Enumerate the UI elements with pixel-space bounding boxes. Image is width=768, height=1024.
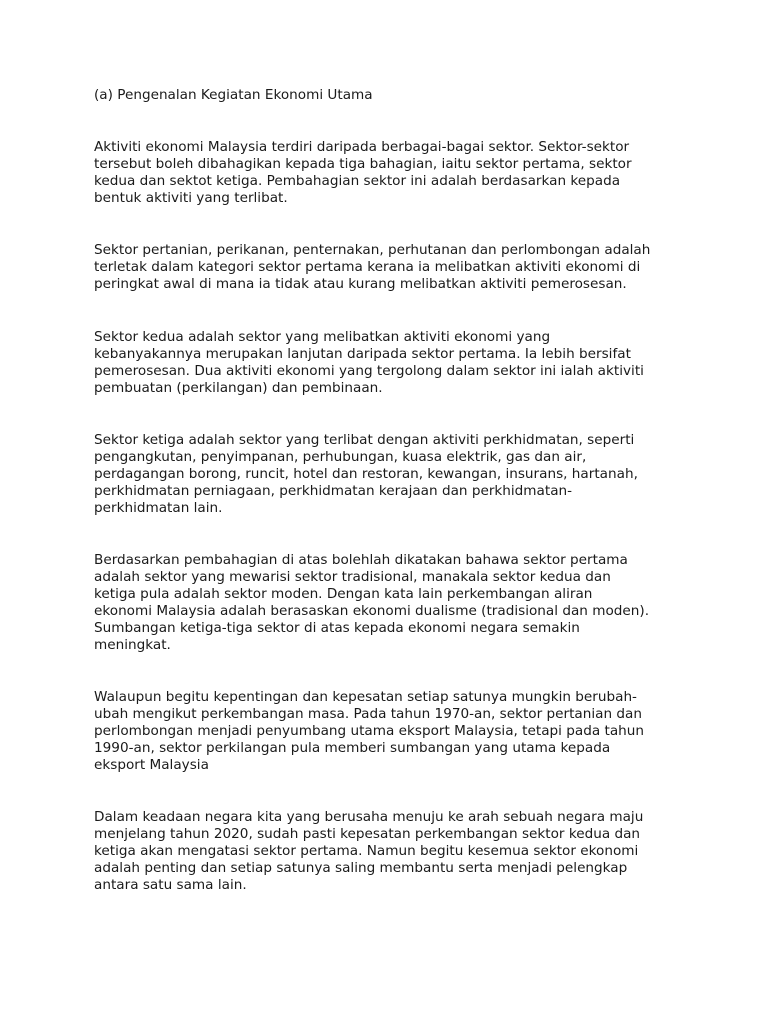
paragraph-line: pemerosesan. Dua aktiviti ekonomi yang tergolong dalam sektor ini ialah aktiviti <box>94 363 644 379</box>
paragraph-line: menjelang tahun 2020, sudah pasti kepesatan perkembangan sektor kedua dan <box>94 826 641 842</box>
paragraph-line: pengangkutan, penyimpanan, perhubungan, kuasa elektrik, gas dan air, <box>94 449 587 465</box>
paragraph-line: Walaupun begitu kepentingan dan kepesatan setiap satunya mungkin berubah- <box>94 689 637 705</box>
paragraph-line: ekonomi Malaysia adalah berasaskan ekonomi dualisme (tradisional dan moden). <box>94 603 650 619</box>
paragraph-line: peringkat awal di mana ia tidak atau kurang melibatkan aktiviti pemerosesan. <box>94 276 627 292</box>
paragraph-line: kedua dan sektot ketiga. Pembahagian sektor ini adalah berdasarkan kepada <box>94 173 621 189</box>
paragraph-line: ketiga akan mengatasi sektor pertama. Namun begitu kesemua sektor ekonomi <box>94 843 639 859</box>
paragraph-line: Dalam keadaan negara kita yang berusaha menuju ke arah sebuah negara maju <box>94 809 644 825</box>
paragraph-line: terletak dalam kategori sektor pertama kerana ia melibatkan aktiviti ekonomi di <box>94 259 641 275</box>
paragraph-line: meningkat. <box>94 637 171 653</box>
paragraph-line: perkhidmatan lain. <box>94 500 223 516</box>
paragraph-line: ketiga pula adalah sektor moden. Dengan kata lain perkembangan aliran <box>94 586 593 602</box>
paragraph-line: perkhidmatan perniagaan, perkhidmatan kerajaan dan perkhidmatan- <box>94 483 573 499</box>
paragraph-line: adalah sektor yang mewarisi sektor tradisional, manakala sektor kedua dan <box>94 569 611 585</box>
paragraph-line: 1990-an, sektor perkilangan pula memberi sumbangan yang utama kepada <box>94 740 611 756</box>
paragraph-line: perlombongan menjadi penyumbang utama eksport Malaysia, tetapi pada tahun <box>94 723 645 739</box>
paragraph-line: tersebut boleh dibahagikan kepada tiga bahagian, iaitu sektor pertama, sektor <box>94 156 632 172</box>
paragraph-line: Sumbangan ketiga-tiga sektor di atas kepada ekonomi negara semakin <box>94 620 580 636</box>
paragraph-line: Sektor ketiga adalah sektor yang terlibat dengan aktiviti perkhidmatan, seperti <box>94 432 635 448</box>
paragraph-line: Sektor pertanian, perikanan, penternakan, perhutanan dan perlombongan adalah <box>94 242 651 258</box>
paragraph-line: ubah mengikut perkembangan masa. Pada tahun 1970-an, sektor pertanian dan <box>94 706 642 722</box>
paragraph-line: eksport Malaysia <box>94 757 209 773</box>
paragraph-line: adalah penting dan setiap satunya saling membantu serta menjadi pelengkap <box>94 860 628 876</box>
paragraph-line: antara satu sama lain. <box>94 877 247 893</box>
paragraph-line: Sektor kedua adalah sektor yang melibatkan aktiviti ekonomi yang <box>94 329 551 345</box>
paragraph-line: kebanyakannya merupakan lanjutan daripada sektor pertama. Ia lebih bersifat <box>94 346 631 362</box>
paragraph-line: perdagangan borong, runcit, hotel dan restoran, kewangan, insurans, hartanah, <box>94 466 638 482</box>
paragraph-line: Berdasarkan pembahagian di atas bolehlah dikatakan bahawa sektor pertama <box>94 552 628 568</box>
document-heading: (a) Pengenalan Kegiatan Ekonomi Utama <box>94 87 373 103</box>
paragraph-line: Aktiviti ekonomi Malaysia terdiri daripada berbagai-bagai sektor. Sektor-sektor <box>94 139 630 155</box>
paragraph-line: bentuk aktiviti yang terlibat. <box>94 190 288 206</box>
paragraph-line: pembuatan (perkilangan) dan pembinaan. <box>94 380 383 396</box>
